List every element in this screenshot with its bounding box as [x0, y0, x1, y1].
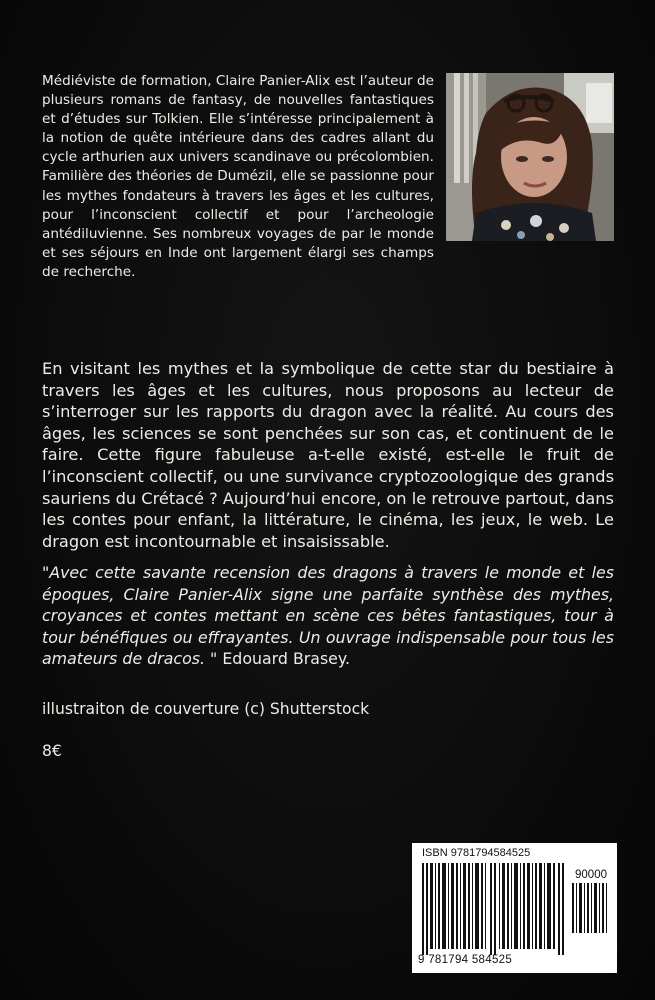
- book-blurb: En visitant les mythes et la symbolique de cette star du bestiaire à travers les âges et les cultures, nous proposons au lecteur de s’interroger sur les rapports du dragon avec la réalité. Au cours des âges, les sciences se sont penchées sur son cas, et continuent de le faire. Cette figure fabuleuse a-t-elle existé, est-elle le fruit de l’inconscient collectif, ou une survivance cryptozoologique des grands sauriens du Crétacé ? Aujourd’hui encore, on le retrouve partout, dans les contes pour enfant, la littérature, le cinéma, les jeux, le web. Le dragon est incontournable et insaisissable.: [42, 359, 614, 551]
- review-quote-text: "Avec cette savante recension des dragons à travers le monde et les époques, Claire Panier-Alix signe une parfaite synthèse des mythes, croyances et contes mettant en scène ces bêtes fantastiques, tour à tour bénéfiques ou effrayantes. Un ouvrage indispensable pour tous les amateurs de dracos. ": [42, 563, 614, 669]
- ean-digits: 9 781794 584525: [418, 954, 513, 966]
- barcode-price-code: 90000: [575, 869, 607, 881]
- author-photo-illustration: [446, 73, 614, 241]
- author-photo: [446, 73, 614, 241]
- review-quote-author: Edouard Brasey.: [222, 649, 351, 669]
- addon-barcode-bars: [572, 883, 608, 933]
- review-quote: [42, 562, 614, 670]
- isbn-barcode: [412, 843, 617, 973]
- isbn-label: ISBN 9781794584525: [422, 847, 531, 859]
- book-price: 8€: [42, 742, 62, 760]
- cover-illustration-credit: illustraiton de couverture (c) Shutterstock: [42, 700, 370, 718]
- ean-barcode-bars: [422, 863, 568, 955]
- author-bio: Médiéviste de formation, Claire Panier-Alix est l’auteur de plusieurs romans de fantasy, de nouvelles fantastiques et d’études sur Tolkien. Elle s’intéresse principalement à la notion de quête intérieure dans des cadres allant du cycle arthurien aux univers scandinave ou précolombien. Familière des théories de Dumézil, elle se passionne pour les mythes fondateurs à travers les âges et les cultures, pour l’inconscient collectif et pour l’archeologie antédiluvienne. Ses nombreux voyages de par le monde et ses séjours en Inde ont largement élargi ses champs de recherche.: [42, 73, 434, 280]
